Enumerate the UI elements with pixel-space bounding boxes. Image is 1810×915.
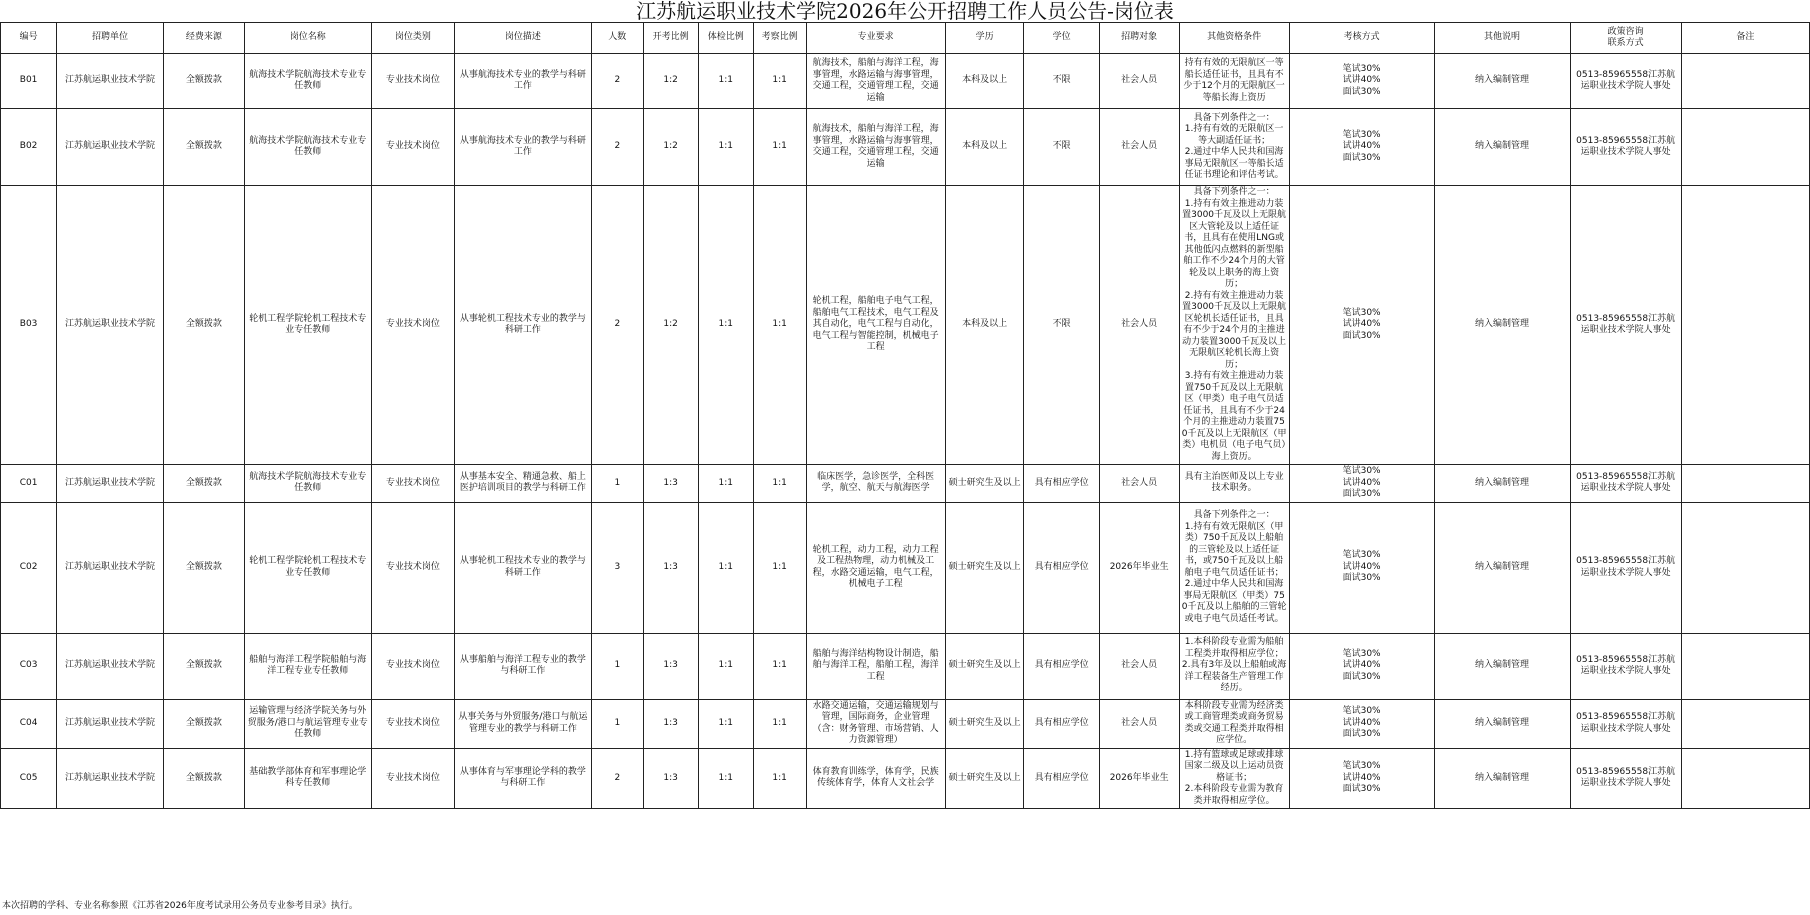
column-header: 其他说明	[1434, 23, 1570, 54]
column-header: 体检比例	[698, 23, 753, 54]
cell-other-conditions[interactable]: 具有主治医师及以上专业技术职务。	[1179, 465, 1289, 503]
cell-funding[interactable]: 全额拨款	[163, 109, 244, 186]
cell-physical-ratio[interactable]: 1:1	[698, 186, 753, 465]
cell-category[interactable]: 专业技术岗位	[371, 633, 454, 699]
cell-position[interactable]: 运输管理与经济学院关务与外贸服务/港口与航运管理专业专任教师	[244, 699, 371, 748]
column-header: 专业要求	[806, 23, 945, 54]
cell-assessment[interactable]: 笔试30% 试讲40% 面试30%	[1289, 186, 1434, 465]
cell-assessment[interactable]: 笔试30% 试讲40% 面试30%	[1289, 54, 1434, 109]
cell-target[interactable]: 社会人员	[1099, 465, 1179, 503]
cell-count[interactable]: 1	[591, 699, 643, 748]
cell-category[interactable]: 专业技术岗位	[371, 502, 454, 633]
cell-degree[interactable]: 具有相应学位	[1024, 748, 1099, 809]
cell-count[interactable]: 2	[591, 54, 643, 109]
cell-education[interactable]: 本科及以上	[945, 109, 1024, 186]
cell-education[interactable]: 本科及以上	[945, 186, 1024, 465]
cell-contact[interactable]: 0513-85965558江苏航运职业技术学院人事处	[1570, 465, 1681, 503]
column-header: 考察比例	[753, 23, 806, 54]
cell-major[interactable]: 船舶与海洋结构物设计制造，船舶与海洋工程，船舶工程，海洋工程	[806, 633, 945, 699]
cell-count[interactable]: 2	[591, 748, 643, 809]
cell-education[interactable]: 本科及以上	[945, 54, 1024, 109]
cell-id[interactable]: C03	[1, 633, 57, 699]
cell-remark[interactable]	[1681, 502, 1809, 633]
table-row	[1, 633, 1810, 699]
cell-target[interactable]: 社会人员	[1099, 109, 1179, 186]
cell-id[interactable]: B02	[1, 109, 57, 186]
cell-degree[interactable]: 具有相应学位	[1024, 633, 1099, 699]
cell-contact[interactable]: 0513-85965558江苏航运职业技术学院人事处	[1570, 748, 1681, 809]
cell-notes[interactable]: 纳入编制管理	[1434, 502, 1570, 633]
cell-target[interactable]: 社会人员	[1099, 54, 1179, 109]
cell-inspection-ratio[interactable]: 1:1	[753, 186, 806, 465]
cell-category[interactable]: 专业技术岗位	[371, 465, 454, 503]
cell-major[interactable]: 临床医学，急诊医学，全科医学，航空、航天与航海医学	[806, 465, 945, 503]
cell-unit[interactable]: 江苏航运职业技术学院	[57, 54, 164, 109]
cell-major[interactable]: 轮机工程，动力工程，动力工程及工程热物理，动力机械及工程，水路交通运输，电气工程，机械电子工程	[806, 502, 945, 633]
cell-other-conditions[interactable]: 具备下列条件之一： 1.持有有效主推进动力装置3000千瓦及以上无限航区大管轮及以上适任证书，且具有在使用LNG或其他低闪点燃料的新型船舶工作不少24个月的大管轮及以上职务的海上资历； 2.持有有效主推进动力装置3000千瓦及以上无限航区轮机长适任证书，且具有不少于24个月的主推进动力装置3000千瓦及以上无限航区轮机长海上资历； 3.持有有效主推进动力装置750千瓦及以上无限航区（甲类）电子电气员适任证书，且具有不少于24个月的主推进动力装置750千瓦及以上无限航区（甲类）电机员（电子电气员）海上资历。	[1179, 186, 1289, 465]
cell-exam-ratio[interactable]: 1:3	[643, 748, 698, 809]
cell-notes[interactable]: 纳入编制管理	[1434, 54, 1570, 109]
cell-funding[interactable]: 全额拨款	[163, 699, 244, 748]
cell-inspection-ratio[interactable]: 1:1	[753, 502, 806, 633]
cell-degree[interactable]: 不限	[1024, 54, 1099, 109]
column-header: 岗位类别	[371, 23, 454, 54]
cell-description[interactable]: 从事航海技术专业的教学与科研工作	[454, 54, 591, 109]
cell-education[interactable]: 硕士研究生及以上	[945, 502, 1024, 633]
cell-unit[interactable]: 江苏航运职业技术学院	[57, 109, 164, 186]
cell-unit[interactable]: 江苏航运职业技术学院	[57, 699, 164, 748]
cell-unit[interactable]: 江苏航运职业技术学院	[57, 186, 164, 465]
cell-contact[interactable]: 0513-85965558江苏航运职业技术学院人事处	[1570, 54, 1681, 109]
table-row	[1, 54, 1810, 109]
table-row	[1, 186, 1810, 465]
position-table	[0, 22, 1810, 809]
cell-description[interactable]: 从事体育与军事理论学科的教学与科研工作	[454, 748, 591, 809]
cell-description[interactable]: 从事轮机工程技术专业的教学与科研工作	[454, 502, 591, 633]
table-row	[1, 699, 1810, 748]
column-header: 学位	[1024, 23, 1099, 54]
cell-count[interactable]: 1	[591, 465, 643, 503]
cell-inspection-ratio[interactable]: 1:1	[753, 54, 806, 109]
cell-major[interactable]: 轮机工程，船舶电子电气工程，船舶电气工程技术，电气工程及其自动化，电气工程与自动化，电气工程与智能控制，机械电子工程	[806, 186, 945, 465]
table-body	[1, 54, 1810, 809]
cell-other-conditions[interactable]: 本科阶段专业需为经济类或工商管理类或商务贸易类或交通工程类并取得相应学位。	[1179, 699, 1289, 748]
cell-remark[interactable]	[1681, 748, 1809, 809]
cell-category[interactable]: 专业技术岗位	[371, 54, 454, 109]
cell-education[interactable]: 硕士研究生及以上	[945, 748, 1024, 809]
cell-remark[interactable]	[1681, 465, 1809, 503]
cell-unit[interactable]: 江苏航运职业技术学院	[57, 465, 164, 503]
cell-id[interactable]: C05	[1, 748, 57, 809]
column-header: 考核方式	[1289, 23, 1434, 54]
page-title: 江苏航运职业技术学院2026年公开招聘工作人员公告-岗位表	[636, 0, 1174, 23]
cell-contact[interactable]: 0513-85965558江苏航运职业技术学院人事处	[1570, 502, 1681, 633]
cell-other-conditions[interactable]: 具备下列条件之一： 1.持有有效的无限航区一等大副适任证书； 2.通过中华人民共和国海事局无限航区一等船长适任证书理论和评估考试。	[1179, 109, 1289, 186]
cell-remark[interactable]	[1681, 699, 1809, 748]
cell-funding[interactable]: 全额拨款	[163, 465, 244, 503]
cell-physical-ratio[interactable]: 1:1	[698, 465, 753, 503]
cell-funding[interactable]: 全额拨款	[163, 748, 244, 809]
cell-degree[interactable]: 具有相应学位	[1024, 502, 1099, 633]
cell-notes[interactable]: 纳入编制管理	[1434, 186, 1570, 465]
cell-notes[interactable]: 纳入编制管理	[1434, 633, 1570, 699]
column-header: 人数	[591, 23, 643, 54]
cell-assessment[interactable]: 笔试30% 试讲40% 面试30%	[1289, 502, 1434, 633]
cell-physical-ratio[interactable]: 1:1	[698, 502, 753, 633]
cell-exam-ratio[interactable]: 1:2	[643, 54, 698, 109]
cell-target[interactable]: 社会人员	[1099, 186, 1179, 465]
cell-notes[interactable]: 纳入编制管理	[1434, 465, 1570, 503]
cell-contact[interactable]: 0513-85965558江苏航运职业技术学院人事处	[1570, 633, 1681, 699]
cell-physical-ratio[interactable]: 1:1	[698, 54, 753, 109]
cell-physical-ratio[interactable]: 1:1	[698, 109, 753, 186]
cell-funding[interactable]: 全额拨款	[163, 186, 244, 465]
table-row	[1, 502, 1810, 633]
cell-education[interactable]: 硕士研究生及以上	[945, 699, 1024, 748]
cell-inspection-ratio[interactable]: 1:1	[753, 465, 806, 503]
cell-education[interactable]: 硕士研究生及以上	[945, 633, 1024, 699]
cell-category[interactable]: 专业技术岗位	[371, 748, 454, 809]
cell-physical-ratio[interactable]: 1:1	[698, 699, 753, 748]
cell-other-conditions[interactable]: 持有有效的无限航区一等船长适任证书，且具有不少于12个月的无限航区一等船长海上资历	[1179, 54, 1289, 109]
cell-other-conditions[interactable]: 1.持有篮球或足球或排球国家二级及以上运动员资格证书； 2.本科阶段专业需为教育类并取得相应学位。	[1179, 748, 1289, 809]
cell-inspection-ratio[interactable]: 1:1	[753, 633, 806, 699]
cell-position[interactable]: 航海技术学院航海技术专业专任教师	[244, 465, 371, 503]
cell-category[interactable]: 专业技术岗位	[371, 109, 454, 186]
cell-unit[interactable]: 江苏航运职业技术学院	[57, 633, 164, 699]
cell-id[interactable]: B01	[1, 54, 57, 109]
column-header: 备注	[1681, 23, 1809, 54]
cell-position[interactable]: 轮机工程学院轮机工程技术专业专任教师	[244, 502, 371, 633]
cell-description[interactable]: 从事基本安全、精通急救、船上医护培训项目的教学与科研工作	[454, 465, 591, 503]
column-header: 开考比例	[643, 23, 698, 54]
cell-inspection-ratio[interactable]: 1:1	[753, 748, 806, 809]
cell-assessment[interactable]: 笔试30% 试讲40% 面试30%	[1289, 465, 1434, 503]
cell-description[interactable]: 从事关务与外贸服务/港口与航运管理专业的教学与科研工作	[454, 699, 591, 748]
cell-position[interactable]: 基础教学部体育和军事理论学科专任教师	[244, 748, 371, 809]
cell-description[interactable]: 从事船舶与海洋工程专业的教学与科研工作	[454, 633, 591, 699]
cell-degree[interactable]: 不限	[1024, 109, 1099, 186]
cell-exam-ratio[interactable]: 1:3	[643, 633, 698, 699]
cell-physical-ratio[interactable]: 1:1	[698, 633, 753, 699]
cell-remark[interactable]	[1681, 633, 1809, 699]
cell-major[interactable]: 水路交通运输，交通运输规划与管理，国际商务，企业管理（含：财务管理、市场营销、人力资源管理）	[806, 699, 945, 748]
cell-funding[interactable]: 全额拨款	[163, 54, 244, 109]
cell-id[interactable]: C02	[1, 502, 57, 633]
cell-id[interactable]: B03	[1, 186, 57, 465]
cell-target[interactable]: 2026年毕业生	[1099, 748, 1179, 809]
cell-other-conditions[interactable]: 1.本科阶段专业需为船舶工程类并取得相应学位； 2.具有3年及以上船舶或海洋工程装备生产管理工作经历。	[1179, 633, 1289, 699]
cell-exam-ratio[interactable]: 1:3	[643, 699, 698, 748]
cell-count[interactable]: 1	[591, 633, 643, 699]
cell-degree[interactable]: 不限	[1024, 186, 1099, 465]
cell-degree[interactable]: 具有相应学位	[1024, 699, 1099, 748]
cell-assessment[interactable]: 笔试30% 试讲40% 面试30%	[1289, 633, 1434, 699]
cell-id[interactable]: C04	[1, 699, 57, 748]
cell-position[interactable]: 航海技术学院航海技术专业专任教师	[244, 54, 371, 109]
cell-assessment[interactable]: 笔试30% 试讲40% 面试30%	[1289, 699, 1434, 748]
cell-inspection-ratio[interactable]: 1:1	[753, 699, 806, 748]
cell-major[interactable]: 航海技术，船舶与海洋工程，海事管理，水路运输与海事管理，交通工程，交通管理工程，交通运输	[806, 54, 945, 109]
cell-degree[interactable]: 具有相应学位	[1024, 465, 1099, 503]
cell-position[interactable]: 轮机工程学院轮机工程技术专业专任教师	[244, 186, 371, 465]
column-header: 岗位名称	[244, 23, 371, 54]
cell-position[interactable]: 航海技术学院航海技术专业专任教师	[244, 109, 371, 186]
cell-remark[interactable]	[1681, 109, 1809, 186]
cell-assessment[interactable]: 笔试30% 试讲40% 面试30%	[1289, 109, 1434, 186]
column-header: 其他资格条件	[1179, 23, 1289, 54]
footer-note: 本次招聘的学科、专业名称参照《江苏省2026年度考试录用公务员专业参考目录》执行。	[2, 901, 358, 911]
cell-position[interactable]: 船舶与海洋工程学院船舶与海洋工程专业专任教师	[244, 633, 371, 699]
cell-inspection-ratio[interactable]: 1:1	[753, 109, 806, 186]
cell-exam-ratio[interactable]: 1:3	[643, 465, 698, 503]
cell-count[interactable]: 2	[591, 109, 643, 186]
column-header: 招聘对象	[1099, 23, 1179, 54]
cell-funding[interactable]: 全额拨款	[163, 502, 244, 633]
cell-count[interactable]: 2	[591, 186, 643, 465]
table-row	[1, 465, 1810, 503]
cell-notes[interactable]: 纳入编制管理	[1434, 748, 1570, 809]
cell-exam-ratio[interactable]: 1:2	[643, 109, 698, 186]
cell-remark[interactable]	[1681, 54, 1809, 109]
cell-unit[interactable]: 江苏航运职业技术学院	[57, 502, 164, 633]
table-row	[1, 109, 1810, 186]
cell-notes[interactable]: 纳入编制管理	[1434, 109, 1570, 186]
column-header: 政策咨询 联系方式	[1570, 23, 1681, 54]
cell-exam-ratio[interactable]: 1:3	[643, 502, 698, 633]
column-header: 招聘单位	[57, 23, 164, 54]
column-header: 编号	[1, 23, 57, 54]
column-header: 岗位描述	[454, 23, 591, 54]
cell-contact[interactable]: 0513-85965558江苏航运职业技术学院人事处	[1570, 186, 1681, 465]
cell-contact[interactable]: 0513-85965558江苏航运职业技术学院人事处	[1570, 109, 1681, 186]
column-header: 经费来源	[163, 23, 244, 54]
cell-description[interactable]: 从事航海技术专业的教学与科研工作	[454, 109, 591, 186]
cell-other-conditions[interactable]: 具备下列条件之一： 1.持有有效无限航区（甲类）750千瓦及以上船舶的三管轮及以上适任证书，或750千瓦及以上船舶电子电气员适任证书； 2.通过中华人民共和国海事局无限航区（甲类）750千瓦及以上船舶的三管轮或电子电气员适任考试。	[1179, 502, 1289, 633]
cell-funding[interactable]: 全额拨款	[163, 633, 244, 699]
cell-category[interactable]: 专业技术岗位	[371, 186, 454, 465]
cell-remark[interactable]	[1681, 186, 1809, 465]
cell-physical-ratio[interactable]: 1:1	[698, 748, 753, 809]
header-row	[1, 23, 1810, 54]
column-header: 学历	[945, 23, 1024, 54]
cell-target[interactable]: 社会人员	[1099, 633, 1179, 699]
cell-major[interactable]: 体育教育训练学，体育学，民族传统体育学，体育人文社会学	[806, 748, 945, 809]
cell-category[interactable]: 专业技术岗位	[371, 699, 454, 748]
cell-count[interactable]: 3	[591, 502, 643, 633]
cell-assessment[interactable]: 笔试30% 试讲40% 面试30%	[1289, 748, 1434, 809]
cell-target[interactable]: 2026年毕业生	[1099, 502, 1179, 633]
table-row	[1, 748, 1810, 809]
cell-description[interactable]: 从事轮机工程技术专业的教学与科研工作	[454, 186, 591, 465]
cell-unit[interactable]: 江苏航运职业技术学院	[57, 748, 164, 809]
cell-notes[interactable]: 纳入编制管理	[1434, 699, 1570, 748]
cell-exam-ratio[interactable]: 1:2	[643, 186, 698, 465]
cell-target[interactable]: 社会人员	[1099, 699, 1179, 748]
cell-contact[interactable]: 0513-85965558江苏航运职业技术学院人事处	[1570, 699, 1681, 748]
cell-id[interactable]: C01	[1, 465, 57, 503]
cell-major[interactable]: 航海技术，船舶与海洋工程，海事管理，水路运输与海事管理，交通工程，交通管理工程，交通运输	[806, 109, 945, 186]
cell-education[interactable]: 硕士研究生及以上	[945, 465, 1024, 503]
